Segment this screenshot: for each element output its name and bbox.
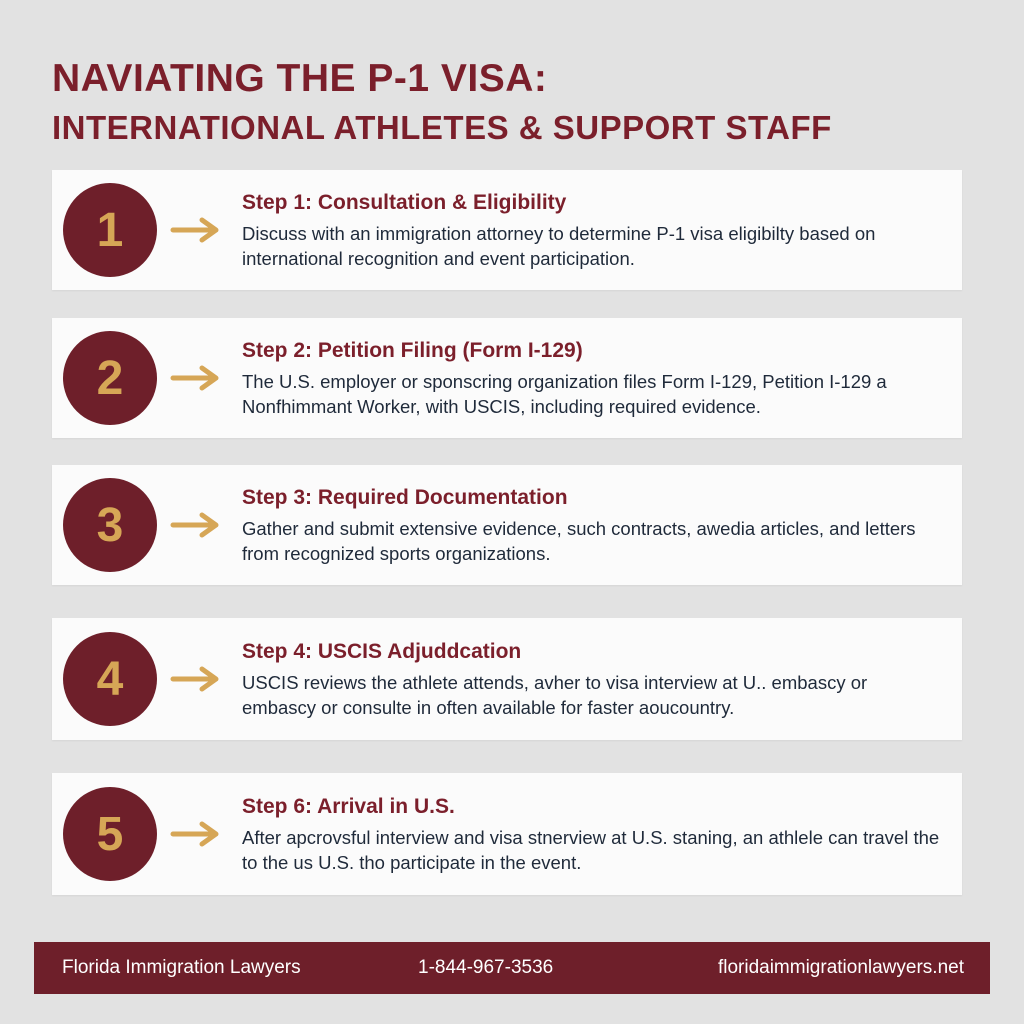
title-line-1: NAVIATING THE P-1 VISA:	[52, 57, 548, 100]
step-description: Discuss with an immigration attorney to determine P-1 visa eligibilty based on international recognition and event participation.	[242, 223, 876, 269]
step-title: Step 3: Required Documentation	[242, 486, 568, 509]
step-number-badge: 4	[63, 632, 157, 726]
step-description: The U.S. employer or sponscring organization files Form I-129, Petition I-129 a Nonfhimmant Worker, with USCIS, including required evidence.	[242, 371, 887, 417]
step-card-5	[52, 773, 962, 895]
step-title: Step 6: Arrival in U.S.	[242, 795, 455, 818]
step-title: Step 1: Consultation & Eligibility	[242, 191, 567, 214]
title-line-2: INTERNATIONAL ATHLETES & SUPPORT STAFF	[52, 109, 832, 146]
step-card-2	[52, 318, 962, 438]
step-card-1	[52, 170, 962, 290]
step-number-badge: 1	[63, 183, 157, 277]
firm-name: Florida Immigration Lawyers	[62, 957, 301, 978]
phone-number: 1-844-967-3536	[418, 957, 554, 978]
arrow-right-icon	[170, 665, 222, 693]
step-title: Step 2: Petition Filing (Form I-129)	[242, 339, 583, 362]
page-title	[52, 56, 832, 150]
step-title: Step 4: USCIS Adjuddcation	[242, 640, 522, 663]
step-number-badge: 2	[63, 331, 157, 425]
arrow-right-icon	[170, 216, 222, 244]
step-description: Gather and submit extensive evidence, such contracts, awedia articles, and letters from recognized sports organizations.	[242, 518, 916, 564]
footer-bar	[34, 942, 990, 994]
arrow-right-icon	[170, 364, 222, 392]
step-number-badge: 5	[63, 787, 157, 881]
arrow-right-icon	[170, 820, 222, 848]
step-number-badge: 3	[63, 478, 157, 572]
website-link: floridaimmigrationlawyers.net	[717, 957, 964, 978]
step-description: After apcrovsful interview and visa stnerview at U.S. staning, an athlele can travel the to the us U.S. tho participate in the event.	[242, 827, 940, 873]
step-card-4	[52, 618, 962, 740]
step-description: USCIS reviews the athlete attends, avher to visa interview at U.. embascy or embascy or consulte in often available for faster aoucountry.	[242, 672, 868, 718]
arrow-right-icon	[170, 511, 222, 539]
step-card-3	[52, 465, 962, 585]
